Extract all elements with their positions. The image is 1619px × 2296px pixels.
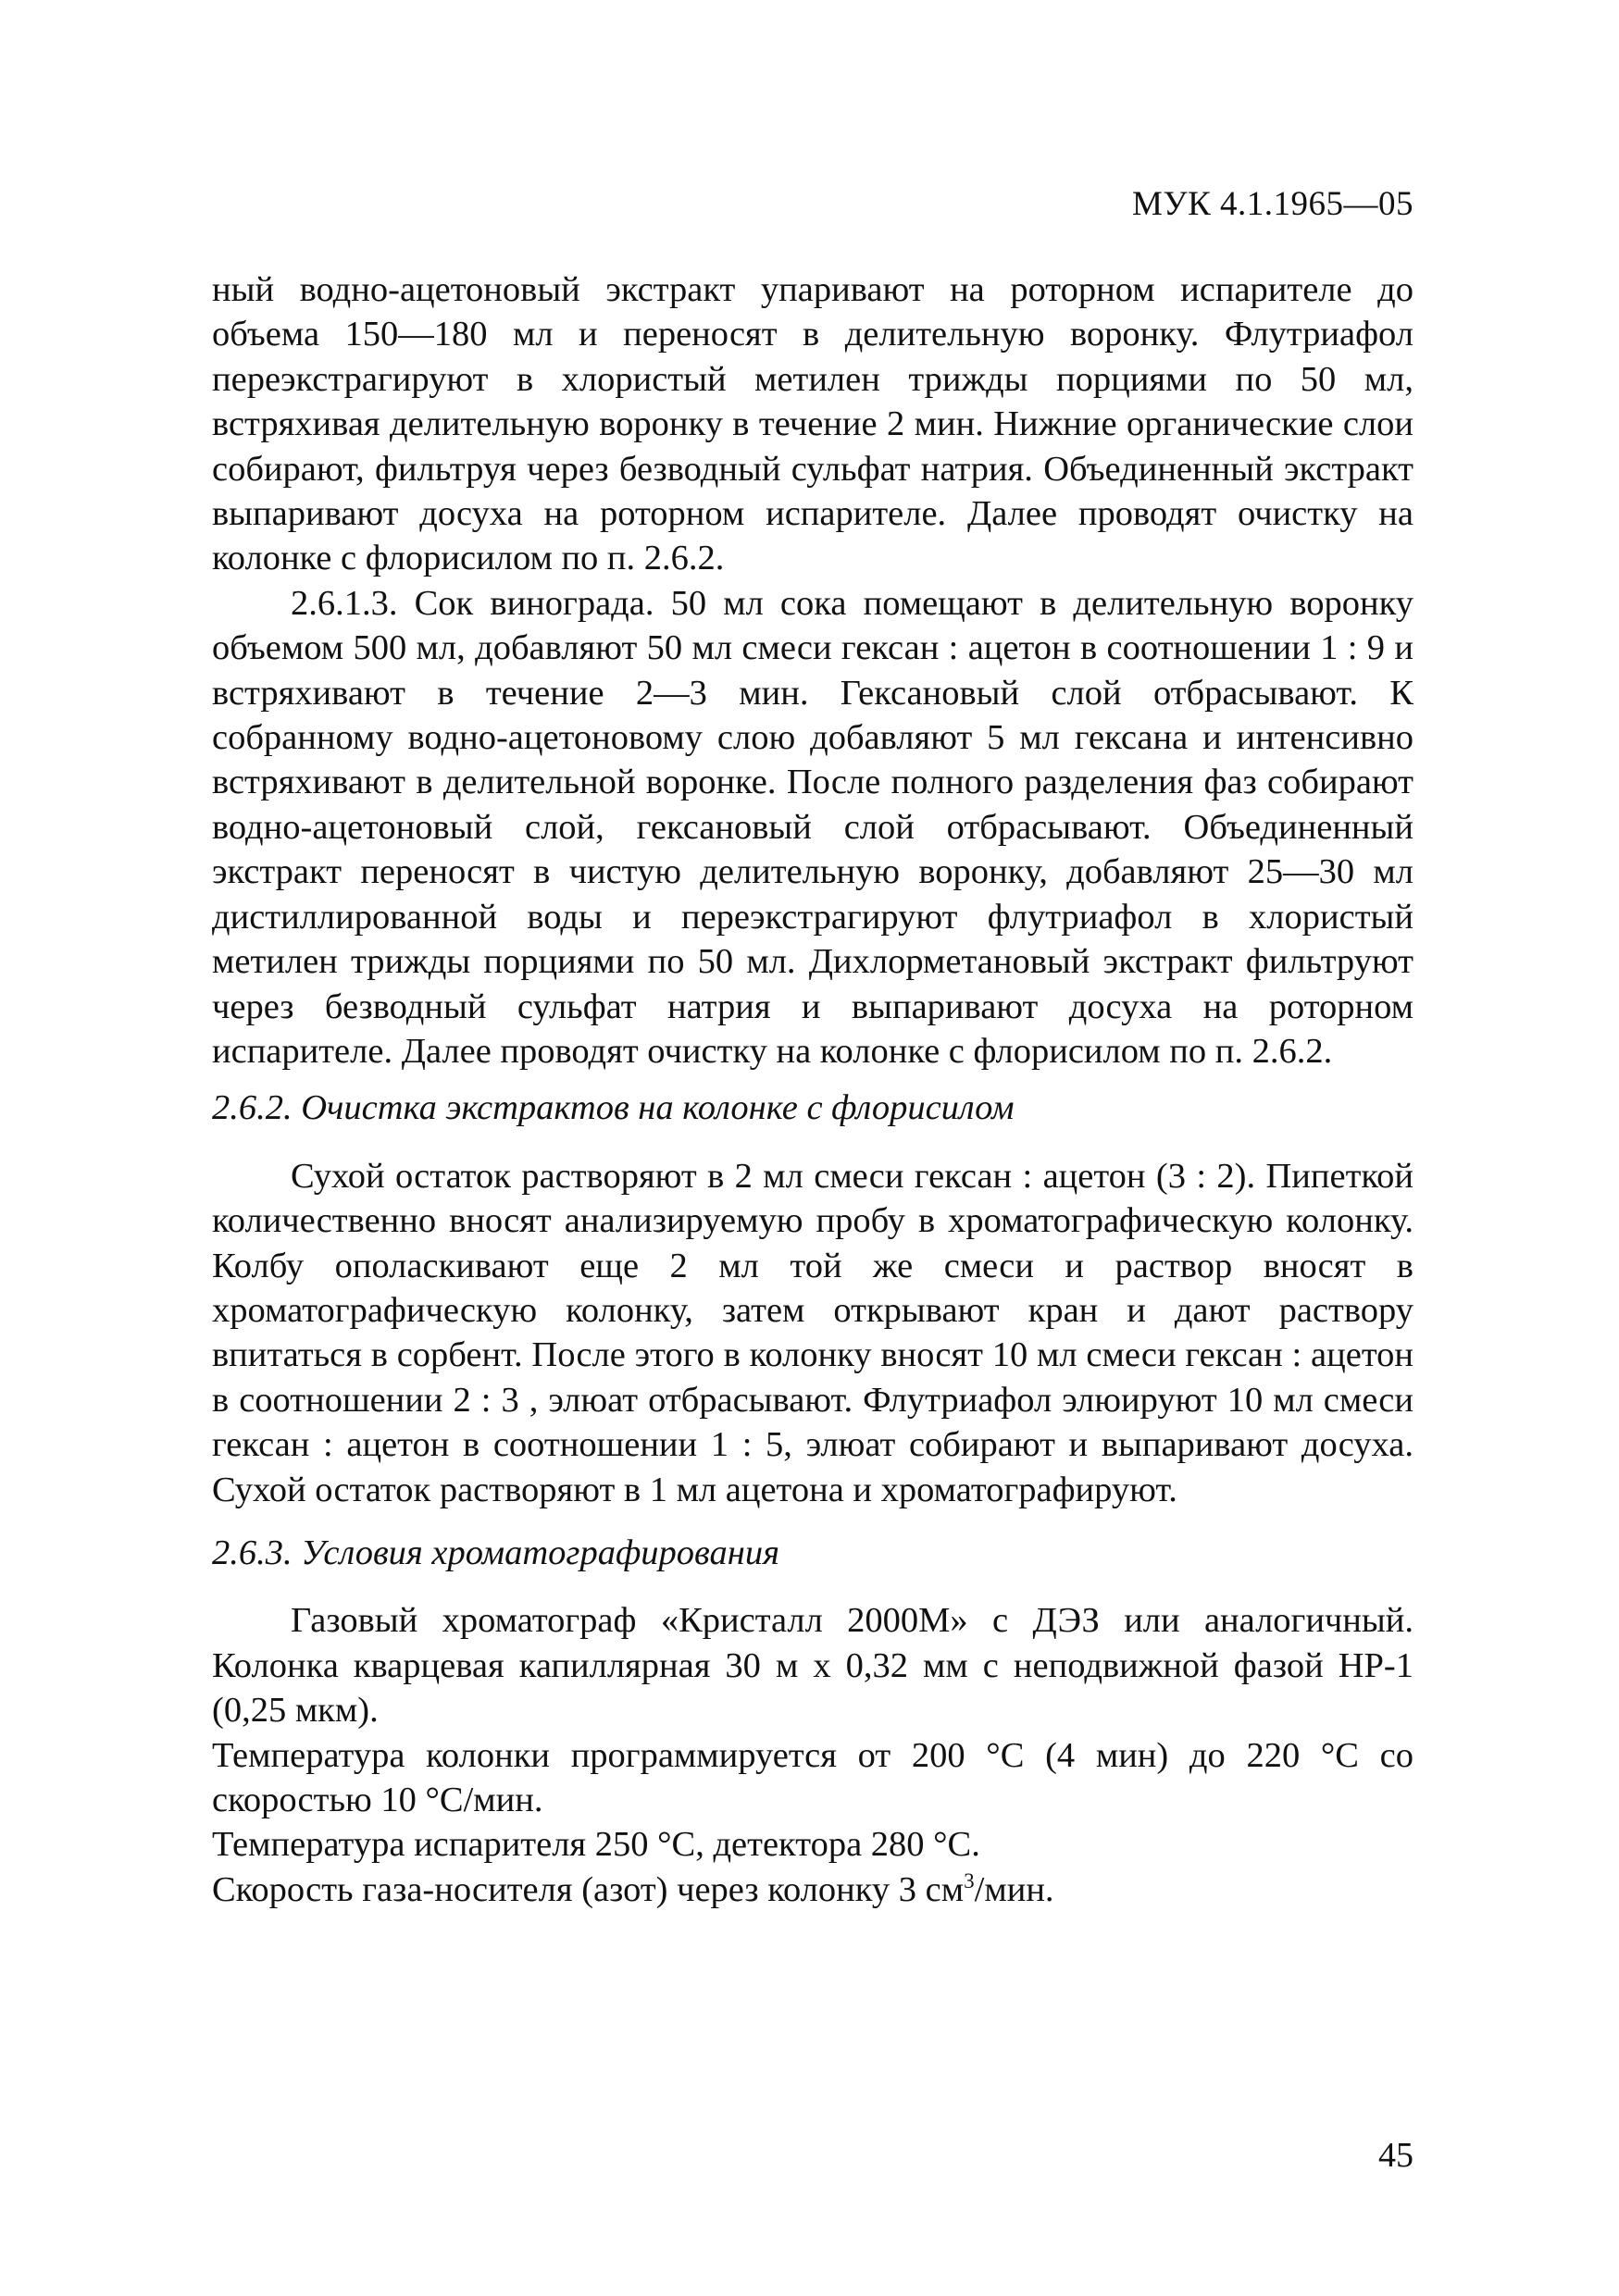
carrier-gas-unit: /мин. (974, 1869, 1054, 1909)
carrier-gas-text: Скорость газа-носителя (азот) через колонку 3 см (212, 1869, 965, 1909)
document-body (212, 267, 1414, 1912)
carrier-gas-superscript: 3 (964, 1868, 975, 1893)
paragraph-column-temperature: Температура колонки программируется от 200 °С (4 мин) до 220 °С со скоростью 10 °С/мин. (212, 1735, 1414, 1819)
document-code-header: МУК 4.1.1965—05 (1131, 185, 1414, 223)
page-number: 45 (1378, 2136, 1414, 2175)
paragraph-continuation: ный водно-ацетоновый экстракт упаривают на роторном испарителе до объема 150—180 мл и переносят в делительную воронку. Флутриафол переэкстрагируют в хлористый метилен трижды порциями по 50 мл, встряхивая делительную воронку в течение 2 мин. Нижние органические слои собирают, фильтруя через безводный сульфат натрия. Объединенный экстракт выпаривают досуха на роторном испарителе. Далее проводят очистку на колонке с флорисилом по п. 2.6.2. (212, 270, 1414, 578)
section-heading-2-6-2: 2.6.2. Очистка экстрактов на колонке с флорисилом (212, 1088, 1015, 1128)
paragraph-carrier-gas (212, 1868, 1414, 1912)
paragraph-florisil-cleanup: Сухой остаток растворяют в 2 мл смеси гексан : ацетон (3 : 2). Пипеткой количественно вносят анализируемую пробу в хроматографическую колонку. Колбу ополаскивают еще 2 мл той же смеси и раствор вносят в хроматографическую колонку, затем открывают кран и дают раствору впитаться в сорбент. После этого в колонку вносят 10 мл смеси гексан : ацетон в соотношении 2 : 3 , элюат отбрасывают. Флутриафол элюируют 10 мл смеси гексан : ацетон в соотношении 1 : 5, элюат собирают и выпаривают досуха. Сухой остаток растворяют в 1 мл ацетона и хроматографируют. (212, 1156, 1414, 1509)
paragraph-grape-juice: 2.6.1.3. Сок винограда. 50 мл сока помещают в делительную воронку объемом 500 мл, добавляют 50 мл смеси гексан : ацетон в соотношении 1 : 9 и встряхивают в течение 2—3 мин. Гексановый слой отбрасывают. К собранному водно-ацетоновому слою добавляют 5 мл гексана и интенсивно встряхивают в делительной воронке. После полного разделения фаз собирают водно-ацетоновый слой, гексановый слой отбрасывают. Объединенный экстракт переносят в чистую делительную воронку, добавляют 25—30 мл дистиллированной воды и переэкстрагируют флутриафол в хлористый метилен трижды порциями по 50 мл. Дихлорметановый экстракт фильтруют через безводный сульфат натрия и выпаривают досуха на роторном испарителе. Далее проводят очистку на колонке с флорисилом по п. 2.6.2. (212, 583, 1414, 1071)
section-heading-2-6-3: 2.6.3. Условия хроматографирования (212, 1533, 779, 1572)
paragraph-evaporator-detector: Температура испарителя 250 °С, детектора 280 °С. (212, 1825, 980, 1865)
paragraph-chromatograph: Газовый хроматограф «Кристалл 2000М» с ДЭЗ или аналогичный. Колонка кварцевая капиллярная 30 м х 0,32 мм с неподвижной фазой НР-1 (0,25 мкм). (212, 1601, 1414, 1731)
chromatography-conditions (212, 1598, 1414, 1912)
